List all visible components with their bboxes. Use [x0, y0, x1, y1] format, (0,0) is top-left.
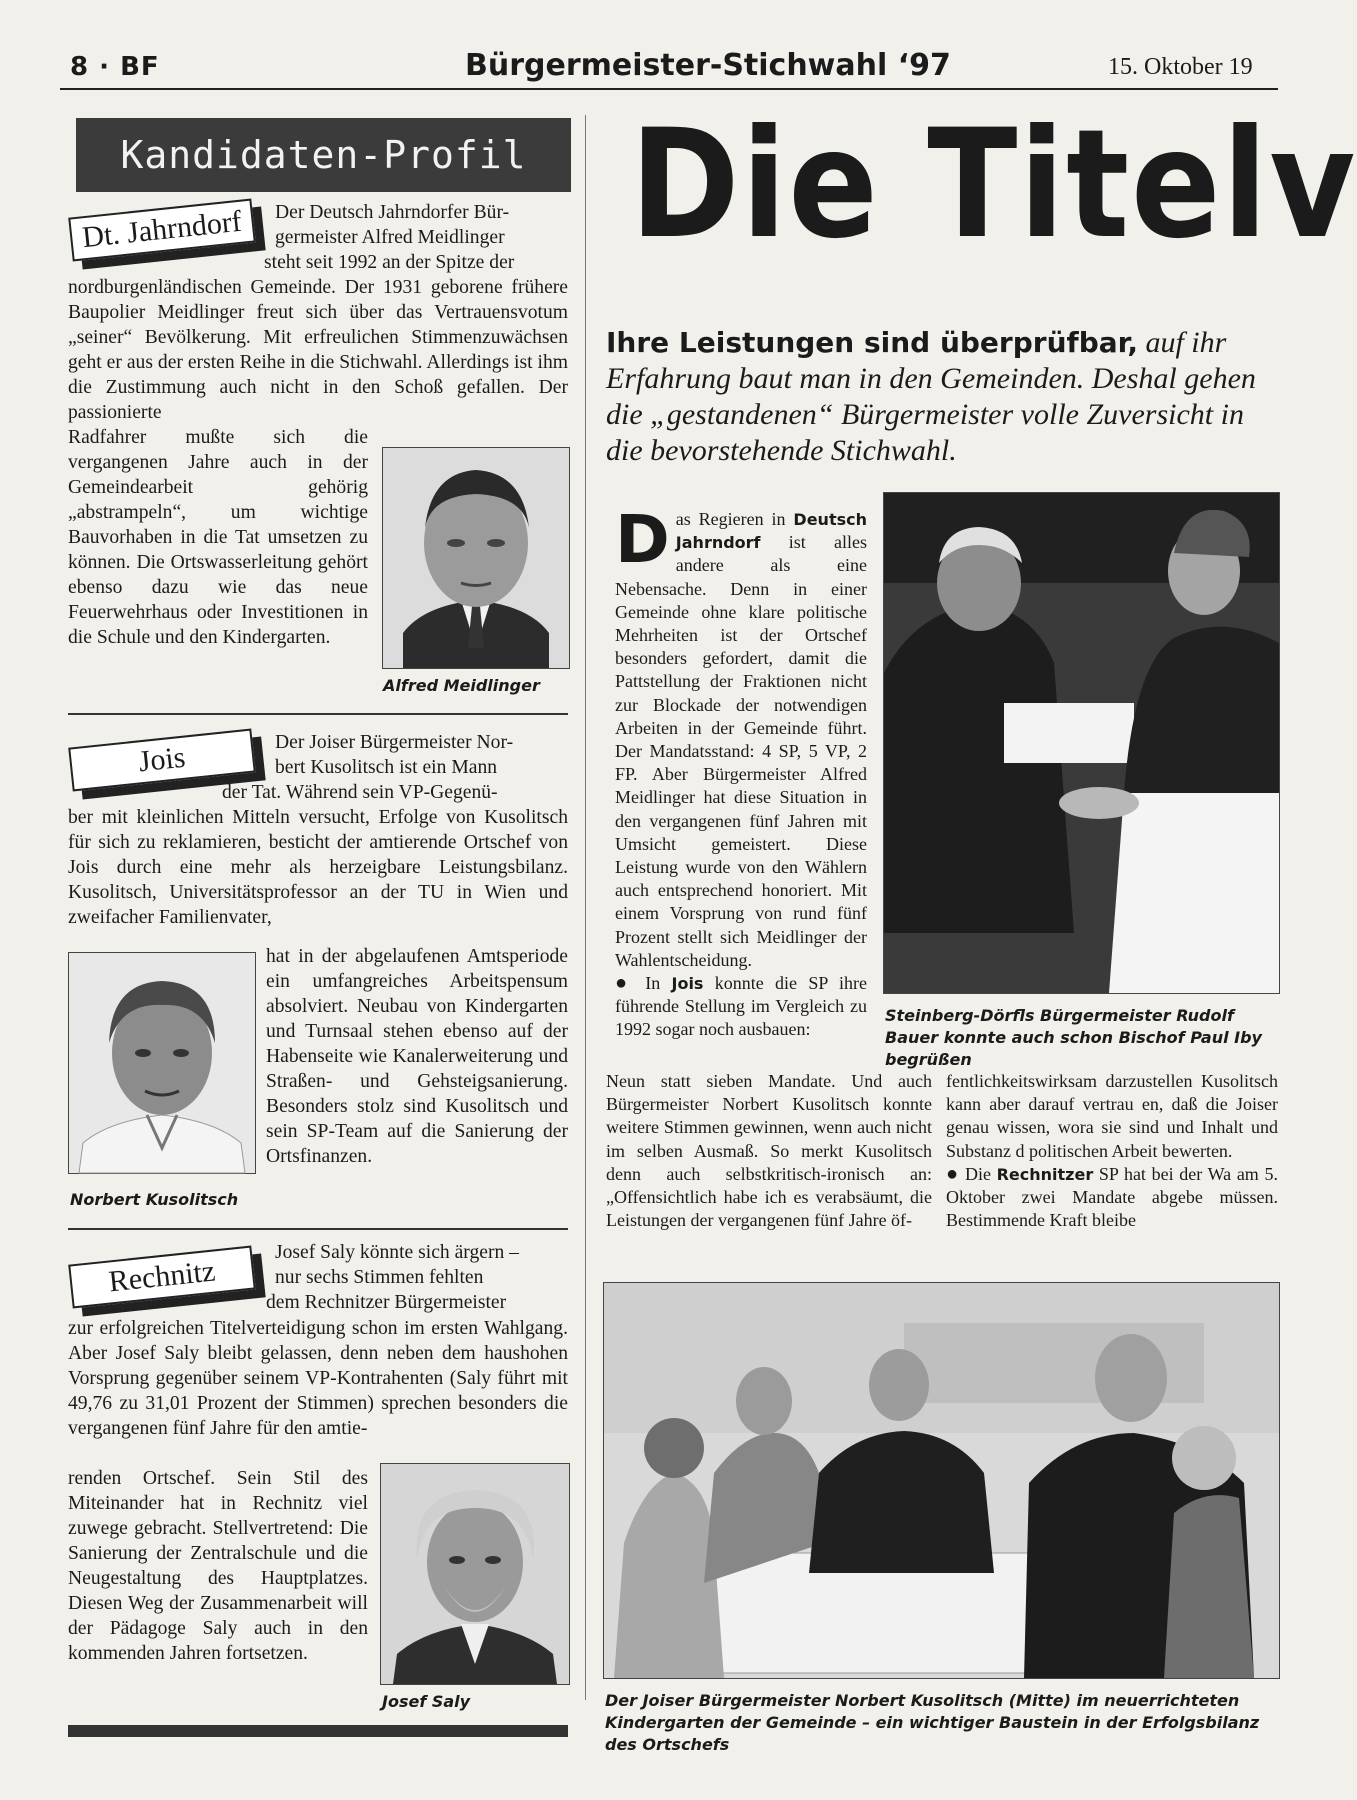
article-deck	[606, 325, 1278, 469]
body-text: fentlichkeitswirksam darzustellen Kusolitsch kann aber darauf vertrau en, daß die Joiser genau wissen, wora sie sind und Inhalt und Substanz d politischen Arbeit bewerten.	[946, 1071, 1278, 1161]
article-col-3	[946, 1070, 1278, 1232]
deck-bold: Ihre Leistungen sind überprüfbar,	[606, 326, 1138, 359]
photo-josef-saly	[380, 1463, 570, 1685]
caption-kusolitsch: Norbert Kusolitsch	[70, 1190, 239, 1209]
tag-dt-jahrndorf: Dt. Jahrndorf	[68, 199, 256, 262]
header-rule	[60, 88, 1278, 90]
jois-intro	[222, 730, 568, 805]
caption-photo-kindergarten: Der Joiser Bürgermeister Norbert Kusolitsch (Mitte) im neuerrichteten Kindergarten der Gemeinde – ein wichtiger Baustein in der Erfolgsbilanz des Ortschefs	[605, 1691, 1260, 1754]
rechnitz-intro-line: nur sechs Stimmen fehlten	[275, 1267, 484, 1288]
rechnitz-intro	[266, 1240, 568, 1315]
jois-intro-line: Der Joiser Bürgermeister Nor-	[275, 732, 514, 753]
dt-intro	[264, 200, 568, 275]
dt-intro-line: Der Deutsch Jahrndorfer Bür-	[275, 202, 510, 223]
profile-box-title: Kandidaten-Profil	[76, 118, 571, 192]
photo-norbert-kusolitsch	[68, 952, 256, 1174]
body-text: as Regieren in	[675, 509, 794, 529]
jois-intro-line: der Tat. Während sein VP-Gegenü-	[222, 782, 498, 803]
body-text: ist alles andere als eine Nebensache. Denn in einer Gemeinde ohne klare politische Mehrheiten ist der Ortschef besonders gefordert, damit die Pattstellung der Fraktionen nicht zur Blockade der notwendigen Arbeiten in der Gemeinde führt. Der Mandatsstand: 4 SP, 5 VP, 2 FP. Aber Bürgermeister Alfred Meidlinger hat diese Situation in den vergangenen fünf Jahren mit Umsicht gemeistert. Diese Leistung wurde von den Wählern auch entsprechend honoriert. Mit einem Vorsprung von rund fünf Prozent stellt sich Meidlinger der Wahlentscheidung.	[615, 532, 867, 970]
jois-intro-line: bert Kusolitsch ist ein Mann	[275, 757, 498, 778]
section-title: Bürgermeister-Stichwahl ‘97	[465, 48, 951, 83]
deck-rest: auf ihr Erfahrung baut man in den Gemeinden. Deshal gehen die „gestandenen“ Bürgermeister volle Zuversicht in die bevorstehende Stichwahl.	[606, 326, 1256, 467]
dt-paragraph-narrow: Radfahrer mußte sich die vergangenen Jahre auch in der Gemeindearbeit gehörig „abstrampeln“, um wichtige Bauvorhaben in die Tat umsetzen zu können. Die Ortswasserleitung gehört ebenso dazu wie das neue Feuerwehrhaus oder Investitionen in die Schule und den Kindergarten.	[68, 427, 368, 648]
dt-intro-line: germeister Alfred Meidlinger	[275, 227, 505, 248]
body-bold: Jois	[671, 974, 704, 994]
page-number: 8 · BF	[70, 52, 160, 82]
article-headline: Die Titelv	[630, 98, 1357, 272]
column-rule	[585, 115, 586, 1700]
bottom-bar	[68, 1725, 568, 1737]
caption-saly: Josef Saly	[382, 1692, 471, 1711]
article-col-2: Neun statt sieben Mandate. Und auch Bürgermeister Norbert Kusolitsch konnte weitere Stimmen gewinnen, wenn auch nicht im selben Ausmaß. So merkt Kusolitsch denn auch selbstkritisch-ironisch an: „Offensichtlich habe ich es verabsäumt, die Leistungen der vergangenen fünf Jahre öf-	[606, 1071, 932, 1231]
caption-meidlinger: Alfred Meidlinger	[383, 676, 540, 695]
section-divider	[68, 713, 568, 715]
bullet: ●	[615, 972, 634, 995]
jois-paragraph: ber mit kleinlichen Mitteln versucht, Erfolge von Kusolitsch für sich zu reklamieren, besticht der amtierende Ortschef von Jois durch eine mehr als herzeigbare Leistungsbilanz. Kusolitsch, Universitätsprofessor an der TU in Wien und zweifacher Familienvater,	[68, 807, 568, 928]
drop-cap: D	[615, 501, 670, 578]
dt-intro-line: steht seit 1992 an der Spitze der	[264, 252, 515, 273]
body-bold: Deutsch Jahrndorf	[675, 510, 867, 553]
dt-paragraph: nordburgenländischen Gemeinde. Der 1931 geborene frühere Baupolier Meidlinger freut sich über das Vertrauensvotum „seiner“ Bevölkerung. Mit erfreulichen Stimmenzuwächsen geht er aus der ersten Reihe in die Stichwahl. Allerdings ist ihm die Zustimmung auch nicht in den Schoß gefallen. Der passionierte	[68, 277, 568, 423]
jois-paragraph-narrow: hat in der abgelaufenen Amtsperiode ein umfangreiches Arbeitspensum absolviert. Neubau von Kindergarten und Turnsaal stehen ebenso auf der Habenseite wie Kanalerweiterung und Straßen- und Gehsteigsanierung. Besonders stolz sind Kusolitsch und sein SP-Team auf die Sanierung der Ortsfinanzen.	[266, 946, 568, 1167]
rechnitz-paragraph: zur erfolgreichen Titelverteidigung schon im ersten Wahlgang. Aber Josef Saly bleibt gelassen, denn neben dem haushohen Vorsprung gegenüber seinem VP-Kontrahenten (Saly führt mit 49,76 zu 31,01 Prozent der Stimmen) sprechen besonders die vergangenen fünf Jahre für den amtie-	[68, 1318, 568, 1439]
bullet: ●	[946, 1162, 960, 1185]
tag-jois: Jois	[68, 729, 256, 792]
rechnitz-intro-line: Josef Saly könnte sich ärgern –	[275, 1242, 519, 1263]
body-text: In	[633, 973, 672, 994]
rechnitz-intro-line: dem Rechnitzer Bürgermeister	[266, 1292, 507, 1313]
rechnitz-paragraph-narrow: renden Ortschef. Sein Stil des Miteinander hat in Rechnitz viel zuwege gebracht. Stellvertretend: Die Sanierung der Zentralschule und die Neugestaltung des Hauptplatzes. Diesen Weg der Zusammenarbeit will der Pädagoge Saly auch in den kommenden Jahren fortsetzen.	[68, 1468, 368, 1664]
body-text: Die	[959, 1163, 997, 1184]
photo-bauer-bischof	[883, 492, 1280, 994]
tag-rechnitz: Rechnitz	[68, 1246, 256, 1309]
body-bold: Rechnitzer	[996, 1164, 1094, 1184]
section-divider	[68, 1228, 568, 1230]
photo-alfred-meidlinger	[382, 447, 570, 669]
caption-photo-bauer: Steinberg-Dörfls Bürgermeister Rudolf Bauer konnte auch schon Bischof Paul Iby begrüßen	[885, 1006, 1262, 1069]
body-text: SP hat bei der Wa am 5. Oktober zwei Mandate abgebe müssen. Bestimmende Kraft bleibe	[946, 1163, 1278, 1231]
photo-kindergarten	[603, 1282, 1280, 1679]
article-col-1	[615, 501, 867, 1042]
body-text: konnte die SP ihre führende Stellung im Vergleich zu 1992 sogar noch ausbauen:	[615, 973, 867, 1040]
issue-date: 15. Oktober 19	[1108, 54, 1253, 80]
